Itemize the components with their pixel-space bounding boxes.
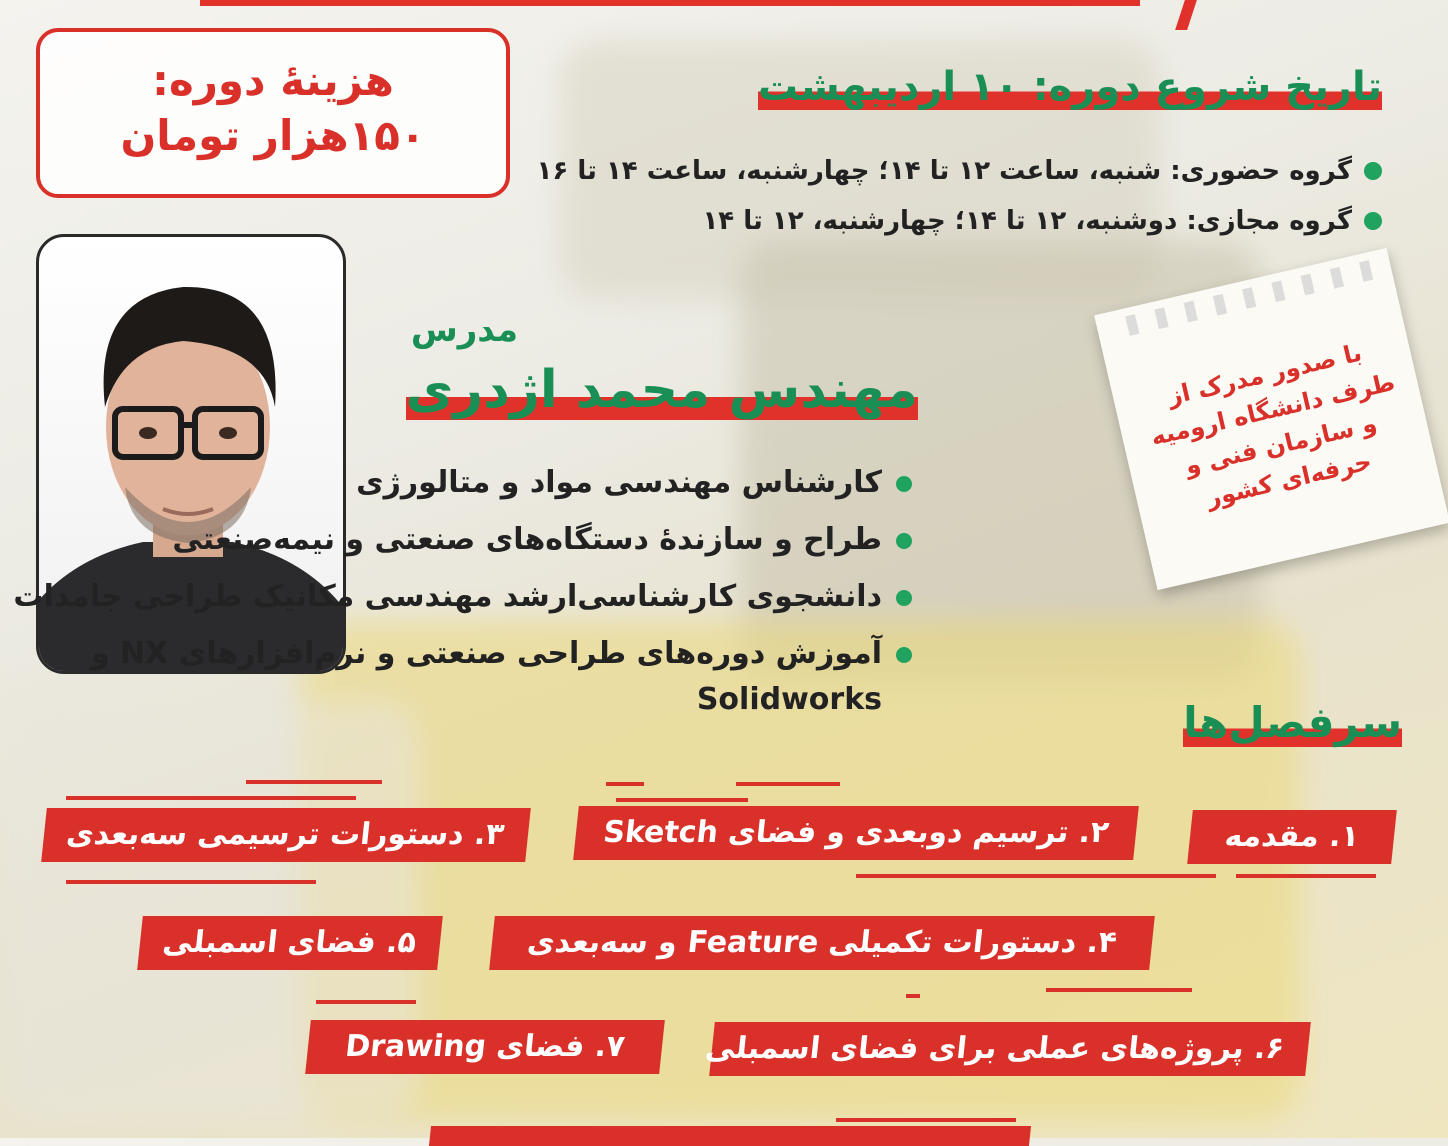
instructor-bio-list [0,460,882,717]
outline-item: ۳. دستورات ترسیمی سه‌بعدی [41,808,531,862]
bio-item-text: دانشجوی کارشناسی‌ارشد مهندسی مکانیک طراحی جامدات [13,579,882,614]
bio-item [0,460,882,517]
bullet-dot-icon [896,533,912,549]
top-decor-bar [200,0,1140,6]
decor-line [736,782,840,786]
outline-title [1183,698,1402,747]
bullet-dot-icon [896,590,912,606]
bullet-dot-icon [896,476,912,492]
schedule-item-text: گروه مجازی: دوشنبه، ۱۲ تا ۱۴؛ چهارشنبه، ۱۲ تا ۱۴ [702,206,1352,236]
outline-item: ۲. ترسیم دوبعدی و فضای Sketch [573,806,1139,860]
price-value: ۱۵۰هزار تومان [120,111,426,160]
outline-item: ۷. فضای Drawing [305,1020,665,1074]
instructor-name-text: مهندس محمد اژدری [405,360,918,420]
outline-item: ۵. فضای اسمبلی [137,916,443,970]
outline-item: ۱. مقدمه [1187,810,1397,864]
certificate-note-text: با صدور مدرک از طرف دانشگاه ارومیه و سازمان فنی و حرفه‌ای کشور [1148,338,1398,513]
bio-item-text: طراح و سازندهٔ دستگاه‌های صنعتی و نیمه‌صنعتی [172,522,882,557]
decor-line [606,782,644,786]
decor-line [316,1000,416,1004]
decor-line [1046,988,1192,992]
schedule-list [537,150,1352,250]
decor-line [906,994,920,998]
schedule-item-text: گروه حضوری: شنبه، ساعت ۱۲ تا ۱۴؛ چهارشنبه، ساعت ۱۴ تا ۱۶ [536,156,1352,186]
outline-title-text: سرفصل‌ها [1183,698,1402,747]
decor-line [856,874,1216,878]
bio-item [0,574,882,631]
bullet-dot-icon [1364,162,1382,180]
decor-line [836,1118,1016,1122]
top-decor-slash [1175,0,1197,30]
instructor-name [406,360,918,420]
outline-item: ۴. دستورات تکمیلی Feature و سه‌بعدی [489,916,1155,970]
decor-line [616,798,748,802]
decor-line [1236,874,1376,878]
start-date-text: تاریخ شروع دوره: ۱۰ اردیبهشت [758,64,1382,110]
schedule-item [537,200,1352,250]
instructor-label: مدرس [410,310,518,350]
price-box [36,28,510,198]
bio-item [0,631,882,717]
bullet-dot-icon [1364,212,1382,230]
decor-line [66,880,316,884]
decor-line [66,796,356,800]
price-title: هزینهٔ دوره: [152,56,394,105]
outline-item: ۶. پروژه‌های عملی برای فضای اسمبلی [709,1022,1311,1076]
schedule-item [537,150,1352,200]
bio-item-text: آموزش دوره‌های طراحی صنعتی و نرم‌افزارهای NX و Solidworks [90,636,882,717]
bullet-dot-icon [896,647,912,663]
decor-line [246,780,382,784]
outline-item-partial [429,1126,1031,1146]
bio-item-text: کارشناس مهندسی مواد و متالورژی [356,465,882,500]
bio-item [0,517,882,574]
start-date [758,64,1382,110]
